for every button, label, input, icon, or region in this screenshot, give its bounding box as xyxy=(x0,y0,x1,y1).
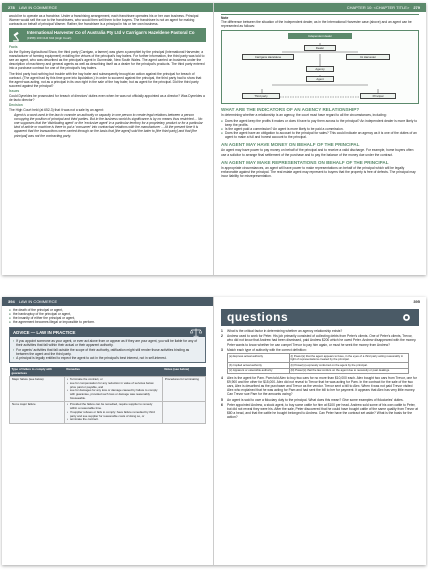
question-item xyxy=(221,376,419,396)
diagram-node-principal: Principal xyxy=(360,93,396,99)
section-title: LAW IN COMMERCE xyxy=(18,5,58,10)
advice-title: ADVICE — LAW IN PRACTICE xyxy=(13,330,76,336)
bullet-text: the death of the principal or agent, xyxy=(13,308,64,312)
table-cell: Procedures for terminating xyxy=(162,377,205,402)
question-item xyxy=(221,348,419,352)
table-cell: Not a major failure xyxy=(10,402,65,424)
facts-paragraph: The third party had nothing but trouble with the hay baler and subsequently brought an action against the principal for breach of contract. (The agent had by this time gone into liquidation.) In order to succeed against the principal, the third party had to show that the agent was acting, not as a principal in its own right in the sale of the hay baler, but as agent for the principal. Did the third party succeed against the principal? xyxy=(9,71,202,88)
bullet-icon: ● xyxy=(9,320,11,325)
question-item xyxy=(221,403,419,419)
advice-text: A principal is legally entitled to expect the agent to act in the principal's best interest, not in self-interest. xyxy=(16,355,167,360)
match-definition: (ii) Power(s) expressly conferred on the agent by the principal. xyxy=(289,363,409,368)
diagram-node-harvester: Int Harvester xyxy=(346,54,390,60)
body-paragraph: An agent may have power to pay money on behalf of the principal and to receive a valid discharge. For example, home buyers often use a solicitor to arrange final settlement of the purchase and to pay the balance of the money due under the contract. xyxy=(221,148,414,157)
table-header: Notes (see below) xyxy=(162,367,205,377)
issues-heading: Issues xyxy=(9,89,20,94)
questions-title: questions xyxy=(227,310,289,325)
question-number: 1 xyxy=(221,329,223,333)
gavel-icon xyxy=(12,31,23,42)
bullet-item xyxy=(221,131,419,139)
table-cell xyxy=(64,377,162,402)
question-item xyxy=(221,329,419,333)
running-header xyxy=(2,3,213,12)
cell-text: Provided the failure can be remedied, require supplier to remedy within a reasonable time. xyxy=(69,402,153,411)
bullet-text: Is the agent paid a commission? An agent is more likely to be paid a commission. xyxy=(225,126,344,131)
page-content xyxy=(9,308,206,562)
bullet-icon: • xyxy=(66,417,68,422)
match-definition: (iii) Power(s) that the law confers on the agent due to necessity or past dealings. xyxy=(289,368,409,373)
page-content xyxy=(221,308,419,562)
table-cell: Major failure (see below) xyxy=(10,377,65,402)
diagram-header: Independent dealer xyxy=(288,33,352,39)
running-header xyxy=(2,297,213,306)
bullet-text: the agreement becomes illegal or impossible to perform. xyxy=(13,320,96,325)
cell-text: terminate the contract. xyxy=(69,417,99,422)
note-label: Note xyxy=(221,16,229,20)
page-content xyxy=(9,14,206,272)
page-number: 278 xyxy=(8,5,15,10)
question-number: 6 xyxy=(221,403,223,408)
question-text: Andrew used to work for Peter. His job primarily consisted of collecting debts from Peter's clients. One of Peter's clients, Trevor, who did not know that Andrew had been dismissed, paid Andrew $200 which he owed Peter. Andrew disappeared with the money. Peter wants to know whether he can compel Trevor to pay him again, or must he seek the money from Andrew? xyxy=(227,334,417,347)
bullet-icon: • xyxy=(66,402,68,407)
bullet-icon: ● xyxy=(9,312,11,317)
bullet-icon: • xyxy=(66,388,68,393)
question-number: 4 xyxy=(221,375,223,380)
gear-icon xyxy=(397,308,416,327)
decision-paragraph: The High Court held (at 652-3) that it was not a sale by an agent: xyxy=(9,107,104,112)
facts-paragraph: As the Sydney Agricultural Show, the third party (Carrigan, a farmer) was given a pamphlet by the principal (International Harvester, a manufacturer of farming equipment) extolling the virtues of the principal's hay balers. For further information, the third party was told to see an agent, who was described as the principal's agent in Gunnedah, New South Wales. The agent carried on business under the description of machinery and general agents as well as describing itself as a dealer for the principal's products. The third party entered into a purchase contract for one of the principal's hay balers. xyxy=(9,49,205,71)
table-row xyxy=(228,354,409,363)
table-row xyxy=(10,377,206,402)
advice-text: For agents' activities that fall outside the scope of their authority, ratification might still render those activities binding as between the agent and the third party. xyxy=(16,347,190,356)
cell-text: sue for compensation for any reduction in value of services below price paid or payable, and xyxy=(69,380,154,389)
running-header xyxy=(214,3,426,12)
bullet-icon: • xyxy=(66,377,68,382)
matching-table xyxy=(227,353,409,374)
advice-item xyxy=(13,348,202,356)
bullet-item xyxy=(221,119,419,127)
table-cell xyxy=(64,402,162,424)
advice-body xyxy=(10,337,205,361)
diagram-node-agent: Agent xyxy=(306,76,334,82)
intro-paragraph: would be to operate as a franchise. Under a franchising arrangement, each franchisee operates his or her own business. Principal Warner would sell the car to the franchisees, who would then sell them to the buyers. The franchisee is not an agent for making contracts on behalf of principal Warner. Rather, the franchisee is a principal in his or her own business. xyxy=(9,14,199,27)
question-item xyxy=(221,334,419,346)
cell-text: sue for damages for any loss or damage caused by failure to comply with guarantee, provided such loss or damage was reasonably foreseeable. xyxy=(69,388,158,400)
list-item xyxy=(67,418,160,422)
question-text: Alex is the agent for Pam. Pam told Alex to buy two cars for no more than $10,000 each. Alex bought two cars from Trevor, one for $9,900 and the other for $15,000. Alex did not reveal to Trevor that he was acting for Pam. In the contract for the sale of the two cars, Alex is described as the purchaser and Trevor as the vendor. Trevor sent a bill to Alex. When it was not paid Trevor visited Alex who explained that he was acting for Pam and had sent the bill to her for payment. It appears that Alex has very little money. Can Trevor sue Pam for the amounts owing? xyxy=(227,375,417,397)
bullet-icon: ▪ xyxy=(13,339,15,344)
page-394 xyxy=(2,297,214,565)
bullet-icon: ● xyxy=(221,131,223,136)
diagram-node-agency: Agency xyxy=(306,66,334,72)
question-text: An agent is said to owe a fiduciary duty to the principal. What does this mean? Give some examples of fiduciaries' duties. xyxy=(227,397,404,402)
issues-paragraph: Could Dyneldes be prosecuted for breach of directors' duties even when he was not officially appointed as a director? Was Dyneldes a de facto director? xyxy=(9,93,205,102)
note-figure xyxy=(221,14,419,104)
case-citation: (1958) 100 CLR 644 (High Court) xyxy=(27,36,72,41)
section-heading: AN AGENT MAY MAKE REPRESENTATIONS ON BEHALF OF THE PRINCIPAL xyxy=(221,159,389,165)
question-number: 5 xyxy=(221,397,223,402)
page-279 xyxy=(214,3,426,275)
advice-box xyxy=(9,327,206,362)
bullet-icon: ▪ xyxy=(13,347,15,352)
question-text: Match each type of authority with the correct definition: xyxy=(227,347,307,352)
cell-text: Terminate the contract, or xyxy=(69,377,103,382)
note-text: The difference between the situation of the independent dealer, as in the International Harvester case (above) and an agent can be represented as follows: xyxy=(221,20,412,29)
table-cell xyxy=(162,402,205,424)
advice-header xyxy=(10,328,205,337)
section-heading: WHAT ARE THE INDICATORS OF AN AGENCY RELATIONSHIP? xyxy=(221,107,360,113)
top-spread xyxy=(2,3,426,275)
advice-item xyxy=(13,356,202,360)
list-item xyxy=(67,389,160,400)
page-content xyxy=(221,14,419,272)
table-row xyxy=(10,402,206,424)
decision-quote: Agent is a word used in the law to connote an authority or capacity in one person to create legal relations between a person occupying the position of principal and third parties. But in the business world its significance is by no means thus restricted ... No one supposes that the 'distributing agent' or the 'exclusive agent' in a particular territory for a proprietary product or for a particular kind of article or machine is there to put a 'consumer' into contractual relations with the manufacturer ... At the present time it is apparent that the transactions were carried through on the basis that [the agent] sold the baler to [the third party] and that [the principal] was not the contracting party. xyxy=(14,113,203,138)
match-term: (a) Express actual authority xyxy=(228,354,290,363)
page-number: 394 xyxy=(8,299,15,304)
question-number: 3 xyxy=(221,347,223,352)
advice-item xyxy=(13,339,202,347)
diagram-node-third-party: Third party xyxy=(242,93,280,99)
cell-text: If supplier refuses or fails to comply: have failure remedied by third party and sue supplier for reasonable costs of doing so, or xyxy=(69,409,155,418)
bullet-icon: • xyxy=(66,409,68,414)
match-term: (b) Implied actual authority xyxy=(228,363,290,368)
table-row xyxy=(228,368,409,373)
page-395 xyxy=(214,297,426,565)
remedies-table xyxy=(9,367,206,424)
facts-heading: Facts xyxy=(9,45,18,50)
match-term: (c) Apparent or ostensible authority xyxy=(228,368,290,373)
table-header: Type of failure to comply with guarantees xyxy=(10,367,65,377)
scales-icon xyxy=(190,328,202,337)
bullet-icon: ● xyxy=(221,126,223,131)
bullet-text: the insanity of either the principal or agent, xyxy=(13,316,76,321)
case-name: International Harvester Co of Australia Pty Ltd v Carrigan's Hazeldene Pastoral Co xyxy=(27,30,195,36)
diagram-node-dealer: Dealer xyxy=(304,45,336,51)
case-box xyxy=(9,28,206,42)
section-title: CHAPTER 10: <CHAPTER TITLE> xyxy=(346,5,410,10)
bullet-icon: ● xyxy=(9,308,11,312)
bullet-icon: • xyxy=(66,380,68,385)
question-text: What is the critical factor in determining whether an agency relationship exists? xyxy=(227,329,343,333)
bullet-icon: ● xyxy=(221,118,223,123)
table-header: Remedies xyxy=(64,367,162,377)
diagram-node-carrigans: Carrigans Hazeldene xyxy=(242,54,294,60)
bullet-text: Does the agent keep the profits it makes or does it have to pay them across to the principal? An independent dealer is more likely to keep the profits. xyxy=(225,118,418,127)
bullet-text: Does the agent have an obligation to account to the principal for sales? This could indicate an agency as it is one of the duties of an agent to make a full and honest account to the principal. xyxy=(225,131,417,140)
body-paragraph: In determining whether a relationship is an agency, the court must have regard to all the circumstances, including: xyxy=(221,113,387,118)
question-item xyxy=(221,398,419,402)
match-definition: (i) Power(s) that the agent appears to have, in the eyes of a third party acting reasonably in light of representations created by the principal. xyxy=(289,354,409,363)
questions-banner xyxy=(221,309,419,326)
page-number: 395 xyxy=(413,299,420,304)
bottom-spread xyxy=(2,297,426,565)
question-text: Peter appointed Andrew, a stock agent, to buy some cattle for him at $100 per head. Andrew sold some of his own cattle to Peter, but did not reveal they were his. After the sale, Peter discovered that he could have bought cattle of the same quality from Trevor at $80 a head, and that the cattle he bought belonged to Andrew. Can Peter have the contract set aside? What is the basis for the action? xyxy=(227,403,418,420)
bullet-item xyxy=(9,320,206,324)
bullet-icon: ▪ xyxy=(13,355,15,360)
page-number: 279 xyxy=(413,5,420,10)
bullet-icon: ● xyxy=(9,316,11,321)
question-number: 2 xyxy=(221,334,223,339)
section-heading: AN AGENT MAY HAVE MONEY ON BEHALF OF THE PRINCIPAL xyxy=(221,142,360,148)
agency-diagram xyxy=(221,30,419,104)
bullet-text: the bankruptcy of the principal or agent, xyxy=(13,312,71,317)
body-paragraph: In appropriate circumstances, an agent will have power to make representations on behalf of the principal which will be legally enforceable against the principal. The real estate agent may represent to buyers that the property is free of defects. The principal may incur liability for misrepresentation. xyxy=(221,165,416,179)
section-title: LAW IN COMMERCE xyxy=(18,299,58,304)
running-header xyxy=(214,297,426,306)
table-header-row xyxy=(10,367,206,377)
decision-heading: Decision xyxy=(9,103,23,108)
page-278 xyxy=(2,3,214,275)
advice-text: If you appoint someone as your agent, or ever act alone from or appear as if they are your agent, you will be liable for any of their activities that fall within their actual or their apparent authority. xyxy=(16,339,198,348)
